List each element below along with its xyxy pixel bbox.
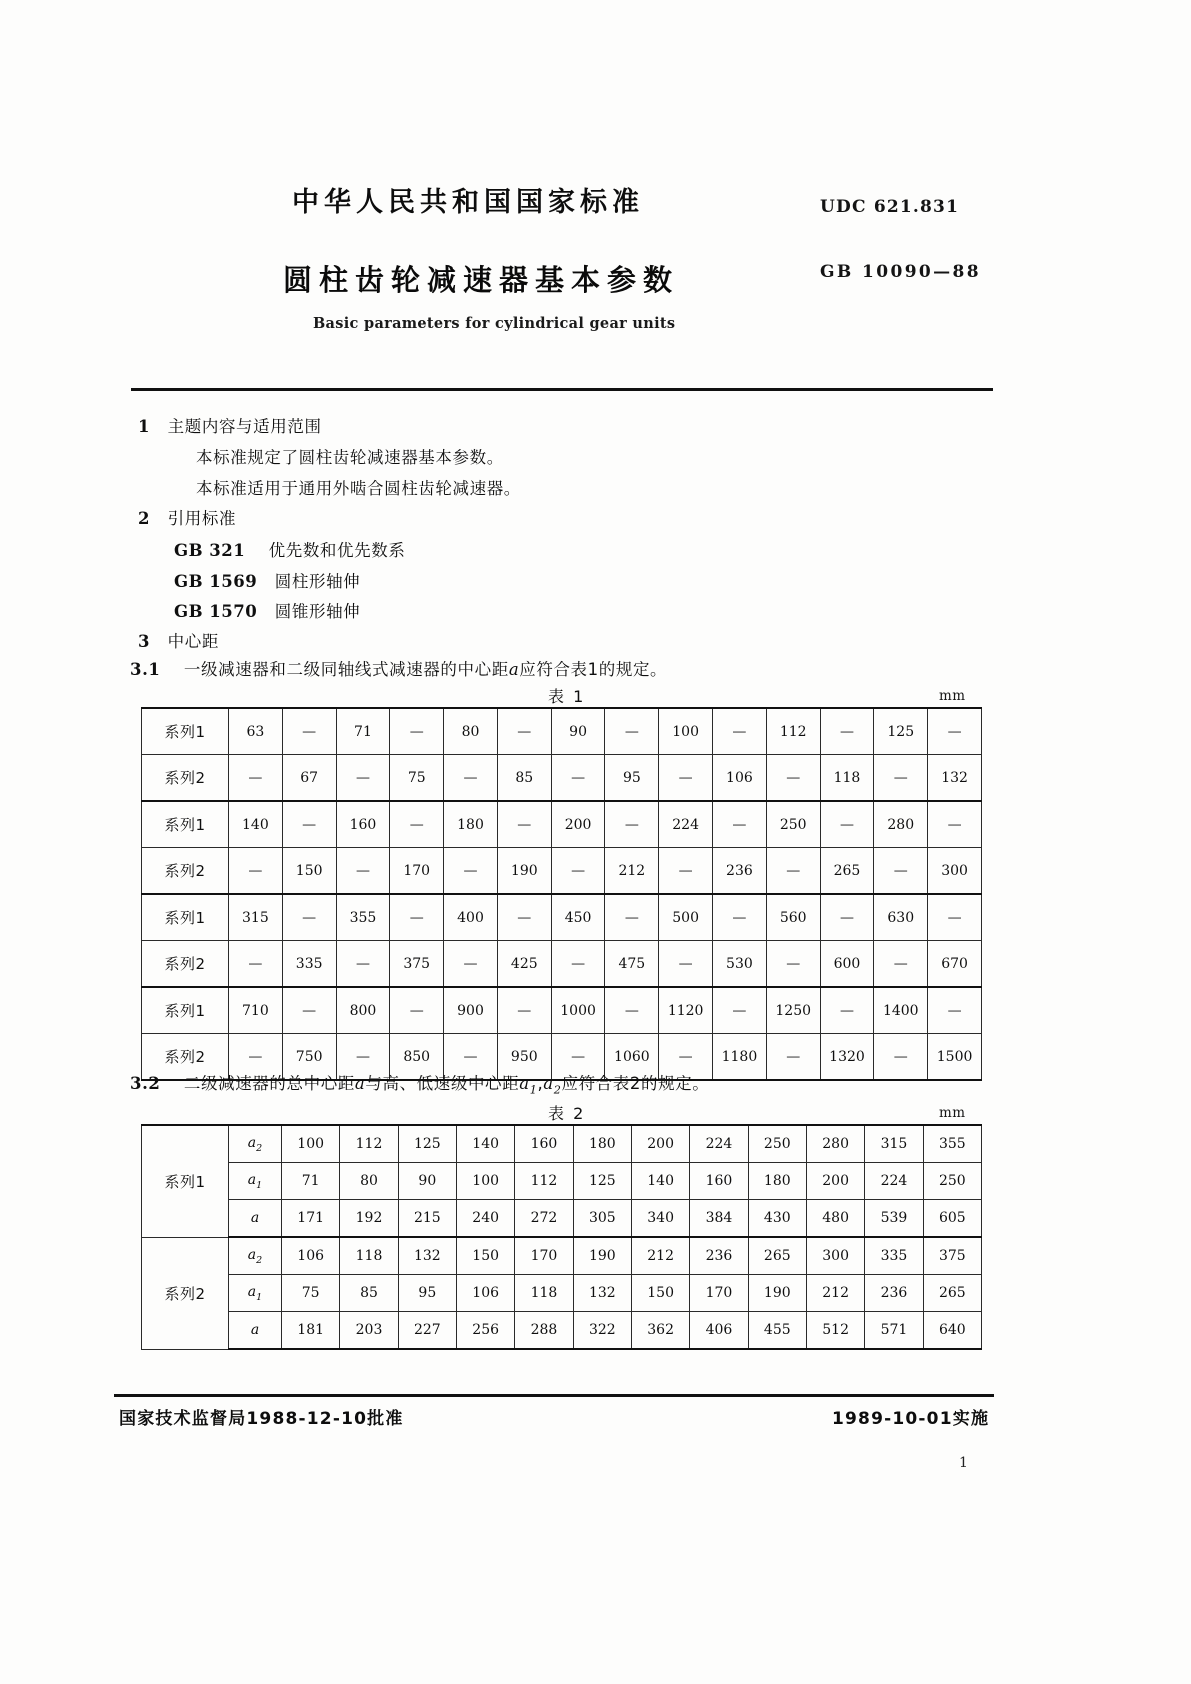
table-cell: 132: [398, 1237, 456, 1275]
table-cell: 950: [497, 1034, 551, 1081]
table-cell: —: [229, 755, 283, 802]
table-cell: 180: [444, 801, 498, 848]
table-1-unit: mm: [939, 688, 966, 704]
table-cell: 512: [806, 1312, 864, 1350]
table-cell: —: [390, 801, 444, 848]
table-cell: 190: [748, 1275, 806, 1312]
row-series-label: 系列2: [142, 941, 229, 988]
approval-note: 国家技术监督局1988-12-10批准: [119, 1409, 404, 1429]
standard-number: GB 10090—88: [820, 262, 982, 282]
table-row: [142, 894, 982, 941]
table-cell: 80: [444, 708, 498, 755]
table-cell: 140: [229, 801, 283, 848]
table-cell: —: [336, 941, 390, 988]
table-cell: 118: [820, 755, 874, 802]
table-cell: 280: [874, 801, 928, 848]
table-cell: —: [444, 848, 498, 895]
table-cell: —: [713, 894, 767, 941]
table-cell: 80: [340, 1163, 398, 1200]
table-2: [141, 1124, 982, 1350]
table-cell: 181: [282, 1312, 340, 1350]
table-cell: 430: [748, 1200, 806, 1238]
reference-item-2: [174, 568, 360, 592]
clause-3-2-text: [130, 1070, 709, 1096]
table-cell: 212: [605, 848, 659, 895]
clause-3-2-text-b: 与高、低速级中心距: [365, 1074, 520, 1093]
table-row: [142, 1237, 982, 1275]
reference-3-code: GB 1570: [174, 602, 258, 621]
table-cell: 212: [631, 1237, 689, 1275]
table-cell: —: [497, 801, 551, 848]
table-cell: —: [551, 755, 605, 802]
table-cell: 1320: [820, 1034, 874, 1081]
table-cell: —: [605, 894, 659, 941]
table-cell: 67: [282, 755, 336, 802]
row-symbol-label: $a_1$: [229, 1275, 282, 1312]
table-cell: 670: [928, 941, 982, 988]
table-cell: —: [497, 708, 551, 755]
table-cell: 90: [551, 708, 605, 755]
table-cell: —: [874, 1034, 928, 1081]
clause-1-paragraph-1: 本标准规定了圆柱齿轮减速器基本参数。: [196, 448, 504, 467]
row-series-label: 系列1: [142, 987, 229, 1034]
table-cell: —: [497, 987, 551, 1034]
table-row: [142, 1163, 982, 1200]
table-cell: 170: [690, 1275, 748, 1312]
table-cell: 340: [631, 1200, 689, 1238]
table-cell: 75: [390, 755, 444, 802]
table-cell: 450: [551, 894, 605, 941]
table-cell: 85: [497, 755, 551, 802]
table-cell: 132: [573, 1275, 631, 1312]
table-cell: 125: [874, 708, 928, 755]
english-title: Basic parameters for cylindrical gear units: [313, 315, 676, 332]
clause-1-heading: [138, 413, 322, 437]
table-cell: 335: [282, 941, 336, 988]
table-1: [141, 707, 982, 1081]
table-cell: —: [551, 1034, 605, 1081]
table-cell: 71: [282, 1163, 340, 1200]
table-1-caption: 表 1: [548, 687, 586, 706]
table-cell: 75: [282, 1275, 340, 1312]
table-cell: 112: [766, 708, 820, 755]
table-cell: 192: [340, 1200, 398, 1238]
table-cell: 100: [659, 708, 713, 755]
table-cell: —: [336, 1034, 390, 1081]
table-cell: —: [713, 987, 767, 1034]
table-cell: —: [766, 941, 820, 988]
national-standard-heading: 中华人民共和国国家标准: [292, 187, 644, 218]
table-cell: —: [282, 708, 336, 755]
table-cell: 100: [282, 1125, 340, 1163]
table-cell: 171: [282, 1200, 340, 1238]
table-cell: 272: [515, 1200, 573, 1238]
table-cell: 140: [456, 1125, 514, 1163]
table-cell: —: [928, 894, 982, 941]
table-cell: 900: [444, 987, 498, 1034]
clause-3-1-text-a: 一级减速器和二级同轴线式减速器的中心距: [183, 660, 509, 679]
table-cell: —: [229, 1034, 283, 1081]
table-cell: —: [713, 708, 767, 755]
table-cell: 224: [690, 1125, 748, 1163]
table-cell: 118: [515, 1275, 573, 1312]
table-cell: —: [444, 1034, 498, 1081]
table-cell: 215: [398, 1200, 456, 1238]
footer-divider: [114, 1394, 994, 1397]
table-cell: 315: [865, 1125, 923, 1163]
implementation-note: 1989-10-01实施: [832, 1409, 990, 1429]
clause-2-title: 引用标准: [167, 509, 237, 528]
table-cell: 180: [573, 1125, 631, 1163]
table-cell: 160: [336, 801, 390, 848]
row-symbol-label: $a_2$: [229, 1125, 282, 1163]
table-cell: 375: [390, 941, 444, 988]
table-cell: —: [820, 801, 874, 848]
table-cell: 150: [456, 1237, 514, 1275]
table-cell: 1180: [713, 1034, 767, 1081]
table-cell: 384: [690, 1200, 748, 1238]
reference-2-code: GB 1569: [174, 572, 258, 591]
page-number: 1: [959, 1455, 968, 1471]
clause-3-2-comma: ,: [537, 1074, 544, 1093]
table-cell: 85: [340, 1275, 398, 1312]
table-cell: 406: [690, 1312, 748, 1350]
table-cell: 118: [340, 1237, 398, 1275]
table-cell: 106: [456, 1275, 514, 1312]
udc-code: UDC 621.831: [820, 197, 960, 217]
table-cell: 322: [573, 1312, 631, 1350]
table-cell: 571: [865, 1312, 923, 1350]
table-cell: —: [229, 941, 283, 988]
table-cell: 250: [748, 1125, 806, 1163]
table-cell: 1500: [928, 1034, 982, 1081]
clause-1-paragraph-2: 本标准适用于通用外啮合圆柱齿轮减速器。: [196, 479, 521, 498]
table-cell: 227: [398, 1312, 456, 1350]
row-series-label: 系列2: [142, 755, 229, 802]
table-cell: 125: [573, 1163, 631, 1200]
table-cell: —: [874, 941, 928, 988]
row-series-label: 系列1: [142, 708, 229, 755]
table-cell: 95: [605, 755, 659, 802]
table-cell: 710: [229, 987, 283, 1034]
table-cell: 1250: [766, 987, 820, 1034]
table-cell: 750: [282, 1034, 336, 1081]
table-cell: —: [444, 941, 498, 988]
table-cell: 265: [820, 848, 874, 895]
table-cell: 90: [398, 1163, 456, 1200]
table-cell: 265: [923, 1275, 981, 1312]
row-series-label: 系列2: [142, 1034, 229, 1081]
table-cell: 170: [390, 848, 444, 895]
table-cell: —: [390, 894, 444, 941]
clause-3-2-text-c: 应符合表2的规定。: [561, 1074, 710, 1093]
table-cell: 212: [806, 1275, 864, 1312]
clause-3-2-variable-a2: $a_2$: [543, 1074, 562, 1097]
table-cell: 800: [336, 987, 390, 1034]
table-cell: 250: [766, 801, 820, 848]
header-divider: [131, 388, 993, 391]
table-cell: 455: [748, 1312, 806, 1350]
row-symbol-label: $a_1$: [229, 1163, 282, 1200]
table-cell: —: [766, 755, 820, 802]
row-series-label: 系列2: [142, 848, 229, 895]
table-row: [142, 1312, 982, 1350]
table-cell: 106: [282, 1237, 340, 1275]
table-cell: 160: [690, 1163, 748, 1200]
table-cell: 335: [865, 1237, 923, 1275]
row-symbol-label: a: [229, 1200, 282, 1238]
table-cell: 1120: [659, 987, 713, 1034]
table-row: [142, 941, 982, 988]
table-row: [142, 1200, 982, 1238]
group-series-label: 系列2: [142, 1237, 229, 1349]
table-cell: 132: [928, 755, 982, 802]
clause-3-1-variable: a: [508, 660, 520, 679]
table-cell: —: [390, 987, 444, 1034]
table-cell: 1000: [551, 987, 605, 1034]
table-cell: —: [390, 708, 444, 755]
row-series-label: 系列1: [142, 801, 229, 848]
clause-3-title: 中心距: [167, 632, 219, 651]
table-row: [142, 755, 982, 802]
table-cell: 530: [713, 941, 767, 988]
table-cell: —: [713, 801, 767, 848]
clause-3-2-text-a: 二级减速器的总中心距: [183, 1074, 355, 1093]
reference-item-1: [174, 537, 405, 561]
table-cell: 236: [713, 848, 767, 895]
table-cell: 500: [659, 894, 713, 941]
table-cell: 170: [515, 1237, 573, 1275]
table-cell: —: [605, 708, 659, 755]
table-cell: —: [820, 708, 874, 755]
table-row: [142, 987, 982, 1034]
table-cell: 203: [340, 1312, 398, 1350]
table-cell: 539: [865, 1200, 923, 1238]
row-series-label: 系列1: [142, 894, 229, 941]
table-cell: 288: [515, 1312, 573, 1350]
table-cell: —: [874, 848, 928, 895]
table-cell: 190: [573, 1237, 631, 1275]
table-row: [142, 708, 982, 755]
table-cell: —: [605, 801, 659, 848]
table-cell: —: [928, 708, 982, 755]
table-row: [142, 1125, 982, 1163]
clause-3-2-variable-a: a: [354, 1074, 366, 1093]
table-cell: —: [820, 987, 874, 1034]
clause-2-number: 2: [138, 509, 151, 528]
table-cell: 200: [551, 801, 605, 848]
table-cell: 200: [631, 1125, 689, 1163]
table-cell: 160: [515, 1125, 573, 1163]
reference-3-name: 圆锥形轴伸: [274, 602, 361, 621]
table-cell: —: [444, 755, 498, 802]
table-cell: 200: [806, 1163, 864, 1200]
table-cell: 300: [928, 848, 982, 895]
table-cell: —: [282, 894, 336, 941]
table-cell: —: [659, 848, 713, 895]
table-cell: —: [766, 1034, 820, 1081]
table-cell: 250: [923, 1163, 981, 1200]
table-cell: 560: [766, 894, 820, 941]
clause-1-number: 1: [138, 417, 151, 436]
table-cell: 256: [456, 1312, 514, 1350]
table-cell: 640: [923, 1312, 981, 1350]
table-cell: 95: [398, 1275, 456, 1312]
table-cell: —: [605, 987, 659, 1034]
table-cell: 106: [713, 755, 767, 802]
table-cell: 150: [282, 848, 336, 895]
group-series-label: 系列1: [142, 1125, 229, 1237]
table-row: [142, 801, 982, 848]
table-cell: 265: [748, 1237, 806, 1275]
table-cell: 362: [631, 1312, 689, 1350]
clause-1-title: 主题内容与适用范围: [167, 417, 322, 436]
row-symbol-label: a: [229, 1312, 282, 1350]
table-cell: —: [659, 755, 713, 802]
table-cell: 480: [806, 1200, 864, 1238]
table-cell: 1400: [874, 987, 928, 1034]
table-cell: 850: [390, 1034, 444, 1081]
clause-3-1-text: [130, 656, 667, 680]
table-cell: 140: [631, 1163, 689, 1200]
reference-2-name: 圆柱形轴伸: [274, 572, 361, 591]
table-cell: 400: [444, 894, 498, 941]
table-row: [142, 848, 982, 895]
table-cell: —: [282, 987, 336, 1034]
table-cell: 224: [659, 801, 713, 848]
table-cell: —: [551, 848, 605, 895]
clause-3-number: 3: [138, 632, 151, 651]
table-cell: —: [928, 801, 982, 848]
row-symbol-label: $a_2$: [229, 1237, 282, 1275]
table-cell: 280: [806, 1125, 864, 1163]
table-cell: 425: [497, 941, 551, 988]
clause-3-2-variable-a1: $a_1$: [519, 1074, 538, 1097]
table-cell: 315: [229, 894, 283, 941]
table-cell: 112: [515, 1163, 573, 1200]
table-cell: —: [766, 848, 820, 895]
clause-3-1-text-b: 应符合表1的规定。: [519, 660, 668, 679]
clause-3-1-number: 3.1: [130, 660, 161, 679]
table-cell: —: [229, 848, 283, 895]
table-cell: 236: [690, 1237, 748, 1275]
table-cell: —: [497, 894, 551, 941]
table-row: [142, 1275, 982, 1312]
table-cell: —: [928, 987, 982, 1034]
table-cell: 150: [631, 1275, 689, 1312]
reference-1-name: 优先数和优先数系: [268, 541, 406, 560]
table-cell: 125: [398, 1125, 456, 1163]
table-cell: 240: [456, 1200, 514, 1238]
table-cell: 190: [497, 848, 551, 895]
table-cell: —: [282, 801, 336, 848]
reference-item-3: [174, 598, 360, 622]
table-cell: 305: [573, 1200, 631, 1238]
table-cell: 224: [865, 1163, 923, 1200]
clause-3-2-number: 3.2: [130, 1074, 161, 1093]
table-cell: 236: [865, 1275, 923, 1312]
table-cell: 630: [874, 894, 928, 941]
table-cell: 71: [336, 708, 390, 755]
table-2-unit: mm: [939, 1105, 966, 1121]
clause-3-heading: [138, 628, 219, 652]
table-cell: 355: [923, 1125, 981, 1163]
table-cell: 355: [336, 894, 390, 941]
table-cell: —: [659, 1034, 713, 1081]
table-cell: 63: [229, 708, 283, 755]
table-cell: 605: [923, 1200, 981, 1238]
page-title: 圆柱齿轮减速器基本参数: [283, 263, 680, 297]
table-cell: —: [874, 755, 928, 802]
table-cell: 475: [605, 941, 659, 988]
table-cell: 112: [340, 1125, 398, 1163]
table-cell: 180: [748, 1163, 806, 1200]
table-2-caption: 表 2: [548, 1104, 586, 1123]
reference-1-code: GB 321: [174, 541, 246, 560]
clause-2-heading: [138, 505, 236, 529]
table-cell: —: [336, 848, 390, 895]
table-cell: —: [659, 941, 713, 988]
table-cell: 1060: [605, 1034, 659, 1081]
table-cell: —: [551, 941, 605, 988]
table-cell: 375: [923, 1237, 981, 1275]
table-cell: —: [336, 755, 390, 802]
table-cell: 600: [820, 941, 874, 988]
table-cell: 300: [806, 1237, 864, 1275]
table-cell: 100: [456, 1163, 514, 1200]
table-cell: —: [820, 894, 874, 941]
